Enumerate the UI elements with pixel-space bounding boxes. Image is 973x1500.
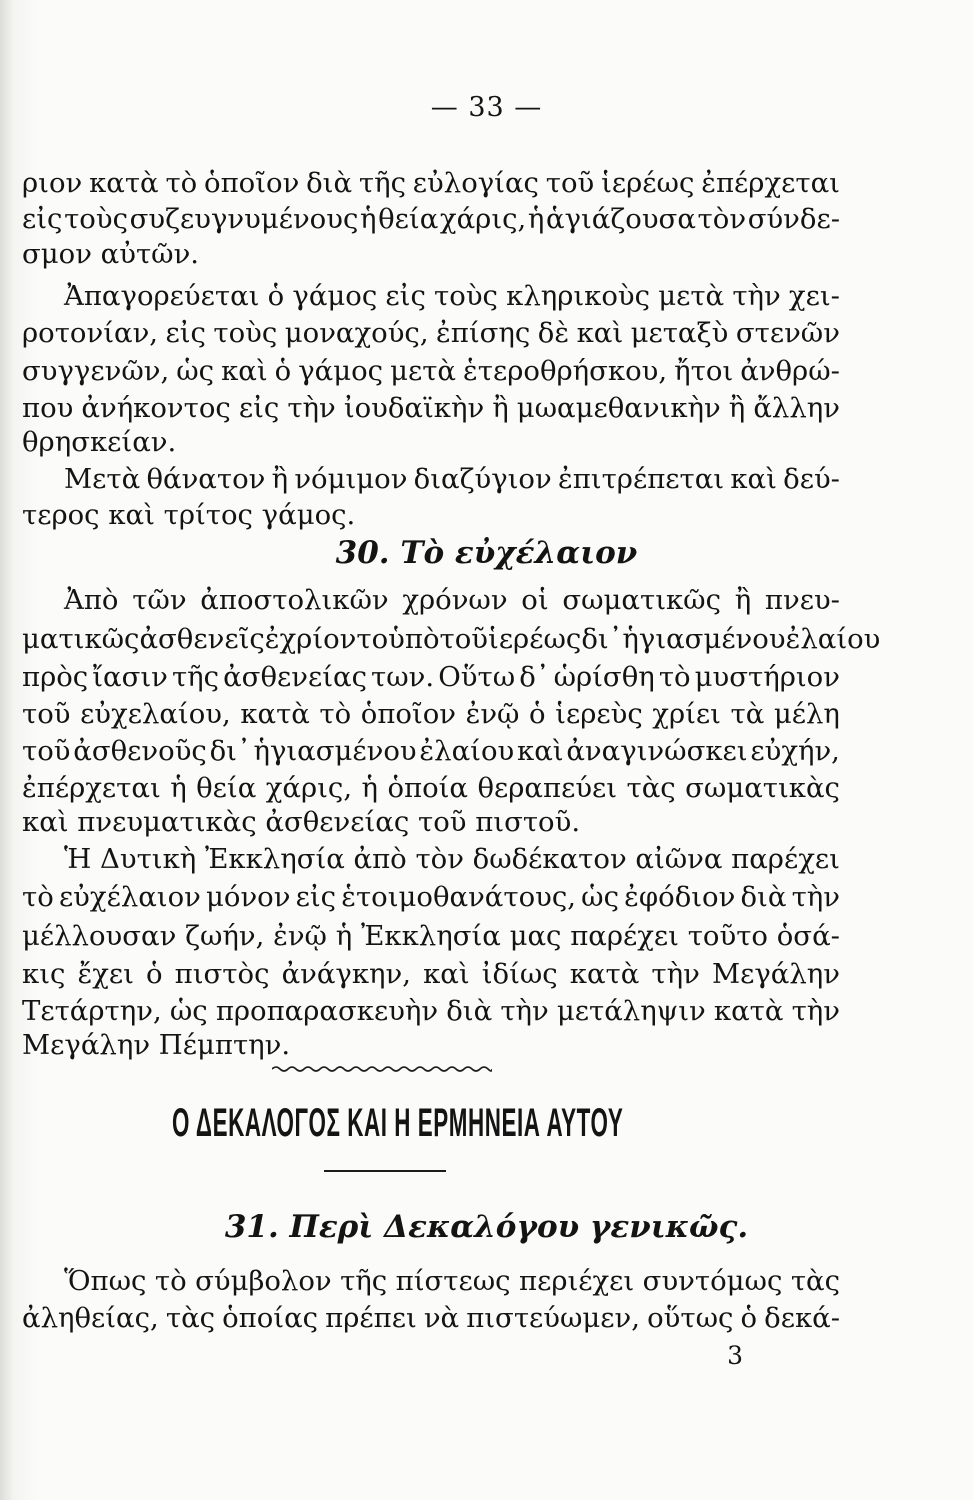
text-line <box>22 877 840 917</box>
word: πρὸς <box>22 661 89 693</box>
word: ἀνάγκην, <box>281 958 411 990</box>
word: εἰς <box>295 881 337 913</box>
word: παρέχει <box>731 843 840 875</box>
word: μετὰ <box>658 280 725 312</box>
word: ὁ <box>267 280 285 312</box>
word: εὐλογίας <box>412 167 539 199</box>
word: τὴν <box>791 881 840 913</box>
word: ὡς <box>169 995 208 1027</box>
word: καὶ <box>517 735 564 767</box>
word: τοῦ <box>22 698 71 730</box>
word: σωματικὰς <box>685 772 840 804</box>
text-line <box>22 1298 840 1338</box>
word: τὸ <box>22 881 54 913</box>
word: ἀσθενεῖς <box>139 623 265 655</box>
word: τὴν <box>651 958 700 990</box>
word: κατὰ <box>240 698 310 730</box>
word: σύμβολον <box>195 1265 332 1297</box>
word: ἡ <box>170 772 187 804</box>
word: καὶ <box>221 355 268 387</box>
text-line <box>22 954 840 994</box>
word: ἱερεὺς <box>555 698 643 730</box>
word: τοὺς <box>64 203 128 235</box>
word: Ἐκκλησία <box>360 920 501 952</box>
word: οὕτως <box>647 1302 734 1334</box>
word: οἱ <box>521 584 549 616</box>
word: ἰδίως <box>481 958 558 990</box>
word: ἐλαίου <box>419 735 515 767</box>
word: ἀποστολικῶν <box>200 584 389 616</box>
word: κληρικοὺς <box>506 280 651 312</box>
text-line <box>22 731 840 771</box>
word: μέλλουσαν <box>22 920 177 952</box>
word: ἀνήκοντος <box>81 392 231 424</box>
word: πρέπει <box>325 1302 417 1334</box>
word: θεία <box>378 203 439 235</box>
word: τὰ <box>730 698 765 730</box>
word: διὰ <box>306 167 353 199</box>
word: ὁ <box>274 355 292 387</box>
word: Μεγάλην <box>711 958 840 990</box>
page-number: — 33 — <box>430 92 543 123</box>
word: σύνδε- <box>747 203 840 235</box>
word: ἄλλην <box>753 392 840 424</box>
word: ἱερέως <box>601 167 695 199</box>
word: Μετὰ <box>64 463 141 495</box>
word: Δυτικὴ <box>100 843 197 875</box>
word: των. <box>371 661 435 693</box>
divider-rule <box>324 1170 446 1172</box>
word: δ᾽ <box>519 661 550 693</box>
word: τὸ <box>165 167 198 199</box>
word: τῆς <box>358 167 406 199</box>
word: καὶ <box>576 317 624 349</box>
word: πιστὸς <box>174 958 270 990</box>
word: μεταξὺ <box>630 317 729 349</box>
word: χει- <box>788 280 840 312</box>
word: ἱερέως <box>488 623 582 655</box>
section-heading-30: 30. Τὸ εὐχέλαιον <box>335 535 638 571</box>
word: εὐχελαίου, <box>80 698 231 730</box>
word: ἰουδαϊκὴν <box>343 392 485 424</box>
word: τὸν <box>697 203 747 235</box>
word: ὑπὸ <box>388 623 440 655</box>
word: χάρις, <box>439 203 527 235</box>
word: ἡ <box>527 203 545 235</box>
word: συντόμως <box>642 1265 783 1297</box>
word: Οὕτω <box>438 661 516 693</box>
word: μόνον <box>206 881 291 913</box>
word: ἀνθρώ- <box>740 355 840 387</box>
word: θάνατον <box>146 463 266 495</box>
word: γάμος <box>292 280 378 312</box>
word: παρέχει <box>570 920 679 952</box>
word: χρόνων <box>402 584 508 616</box>
word: θεία <box>196 772 257 804</box>
word: καὶ <box>730 463 777 495</box>
word: ζωήν, <box>185 920 265 952</box>
word: Ὅπως <box>64 1265 147 1297</box>
word: ἤτοι <box>674 355 734 387</box>
word: ἐλαίου <box>785 623 881 655</box>
wavy-ornament <box>272 1064 492 1074</box>
word: τὸ <box>319 698 352 730</box>
word: ὁποῖον <box>360 698 457 730</box>
text-line <box>22 619 881 659</box>
text-line <box>22 313 840 353</box>
word: που <box>22 392 74 424</box>
text-line <box>22 163 840 203</box>
word: καὶ <box>423 958 470 990</box>
word: ἴασιν <box>92 661 168 693</box>
word: ἀναγινώσκει <box>566 735 748 767</box>
word: ἔχει <box>77 958 134 990</box>
word: τοὺς <box>213 317 278 349</box>
word: ἡ <box>361 772 378 804</box>
word: ὁ <box>740 1302 758 1334</box>
word: ὡς <box>176 355 215 387</box>
word: κατὰ <box>713 995 784 1027</box>
word: Τετάρτην, <box>22 995 162 1027</box>
text-line <box>64 276 840 316</box>
text-line: Μεγάλην Πέμπτην. <box>22 1029 291 1061</box>
text-line: θρησκείαν. <box>22 426 177 458</box>
word: συζευγνυμένους <box>129 203 359 235</box>
word: τῶν <box>132 584 187 616</box>
text-line <box>22 916 840 956</box>
word: νὰ <box>423 1302 460 1334</box>
word: μοναχούς, <box>284 317 429 349</box>
word: τὰς <box>165 1302 216 1334</box>
word: ἀπὸ <box>353 843 407 875</box>
word: Ἀπὸ <box>64 584 119 616</box>
word: ριον <box>22 167 83 199</box>
text-line <box>22 657 840 697</box>
word: τῆς <box>171 661 220 693</box>
word: πνευ- <box>764 584 840 616</box>
text-line: καὶ πνευματικὰς ἀσθενείας τοῦ πιστοῦ. <box>22 806 581 838</box>
word: Ἡ <box>64 843 92 875</box>
word: πιστεύωμεν, <box>466 1302 641 1334</box>
text-line <box>64 459 840 499</box>
word: διὰ <box>446 995 493 1027</box>
word: πίστεως <box>395 1265 511 1297</box>
word: ἐπέρχεται <box>22 772 161 804</box>
word: κατὰ <box>89 167 159 199</box>
word: τὰς <box>790 1265 840 1297</box>
word: ἐφόδιον <box>624 881 736 913</box>
word: μέλη <box>773 698 840 730</box>
word: δι᾽ <box>209 735 251 767</box>
text-line <box>22 199 840 239</box>
word: συγγενῶν, <box>22 355 170 387</box>
word: θεραπεύει <box>477 772 618 804</box>
word: ὁσά- <box>776 920 840 952</box>
word: τοῦ <box>545 167 595 199</box>
word: γάμος <box>298 355 384 387</box>
word: χάρις, <box>265 772 353 804</box>
word: μετάληψιν <box>556 995 706 1027</box>
word: εἰς <box>238 392 280 424</box>
text-line <box>64 839 840 879</box>
word: ἢ <box>728 392 746 424</box>
word: μυστήριον <box>694 661 840 693</box>
word: ἀσθενείας <box>223 661 367 693</box>
word: εἰς <box>22 203 63 235</box>
word: τὴν <box>287 392 336 424</box>
word: ἡ <box>335 920 353 952</box>
text-line <box>22 694 840 734</box>
word: εἰς <box>385 280 426 312</box>
word: ἢ <box>271 463 289 495</box>
word: χρίει <box>652 698 721 730</box>
word: διὰ <box>740 881 787 913</box>
text-line <box>64 1261 840 1301</box>
word: ἢ <box>734 584 752 616</box>
text-line <box>22 351 840 391</box>
word: τοῦτο <box>687 920 768 952</box>
word: ὁποῖον <box>204 167 300 199</box>
word: ἡγιασμένου <box>622 623 786 655</box>
word: τὸ <box>154 1265 187 1297</box>
word: ἀσθενοῦς <box>73 735 207 767</box>
word: δι᾽ <box>581 623 623 655</box>
word: στενῶν <box>735 317 840 349</box>
word: ἡγιασμένου <box>253 735 417 767</box>
word: διαζύγιον <box>413 463 552 495</box>
word: ἁγιάζουσα <box>546 203 696 235</box>
word: ἑτεροθρήσκου, <box>463 355 668 387</box>
word: ὡς <box>581 881 619 913</box>
word: ἐνῷ <box>465 698 520 730</box>
word: Ἐκκλησία <box>204 843 345 875</box>
word: εὐχέλαιον <box>58 881 201 913</box>
word: τοῦ <box>439 623 489 655</box>
word: ὁ <box>529 698 546 730</box>
word: δεύ- <box>783 463 840 495</box>
text-line: σμον αὐτῶν. <box>22 238 200 270</box>
text-line <box>64 580 840 620</box>
section-heading-31: 31. Περὶ Δεκαλόγου γενικῶς. <box>224 1209 749 1245</box>
word: σωματικῶς <box>562 584 721 616</box>
word: ἑτοιμοθανάτους, <box>341 881 576 913</box>
word: ἐπέρχεται <box>701 167 840 199</box>
word: δωδέκατον <box>472 843 627 875</box>
word: προπαρασκευὴν <box>215 995 439 1027</box>
word: εἰς <box>165 317 206 349</box>
word: ἐπιτρέπεται <box>557 463 725 495</box>
word: νόμιμον <box>294 463 408 495</box>
word: ὡρίσθη <box>553 661 655 693</box>
word: ὁποίας <box>222 1302 319 1334</box>
word: μετὰ <box>390 355 456 387</box>
word: ροτονίαν, <box>22 317 159 349</box>
word: ἐπίσης <box>436 317 531 349</box>
word: ματικῶς <box>22 623 140 655</box>
word: κις <box>22 958 66 990</box>
word: τὴν <box>791 995 840 1027</box>
word: εὐχήν, <box>750 735 840 767</box>
word: μας <box>509 920 562 952</box>
word: δὲ <box>537 317 570 349</box>
word: τὸν <box>415 843 464 875</box>
word: τῆς <box>340 1265 388 1297</box>
word: ἢ <box>492 392 509 424</box>
word: τὸ <box>658 661 691 693</box>
word: Ἀπαγορεύεται <box>64 280 260 312</box>
word: αἰῶνα <box>635 843 723 875</box>
word: τοὺς <box>434 280 498 312</box>
word: ἡ <box>360 203 377 235</box>
word: ἐνῷ <box>273 920 327 952</box>
word: ὁ <box>146 958 163 990</box>
word: ὁποία <box>387 772 468 804</box>
word: τὴν <box>500 995 549 1027</box>
word: δεκά- <box>764 1302 840 1334</box>
signature-mark: 3 <box>727 1341 743 1370</box>
word: μωαμεθανικὴν <box>516 392 721 424</box>
word: ἀληθείας, <box>22 1302 159 1334</box>
word: τοῦ <box>22 735 71 767</box>
word: τὰς <box>626 772 676 804</box>
word: τὴν <box>732 280 781 312</box>
text-line: τερος καὶ τρίτος γάμος. <box>22 499 356 531</box>
word: περιέχει <box>519 1265 635 1297</box>
word: κατὰ <box>569 958 640 990</box>
chapter-title: Ο ΔΕΚΑΛΟΓΟΣ ΚΑΙ Η ΕΡΜΗΝΕΙΑ ΑΥΤΟΥ <box>172 1101 624 1145</box>
word: ἐχρίοντο <box>264 623 389 655</box>
